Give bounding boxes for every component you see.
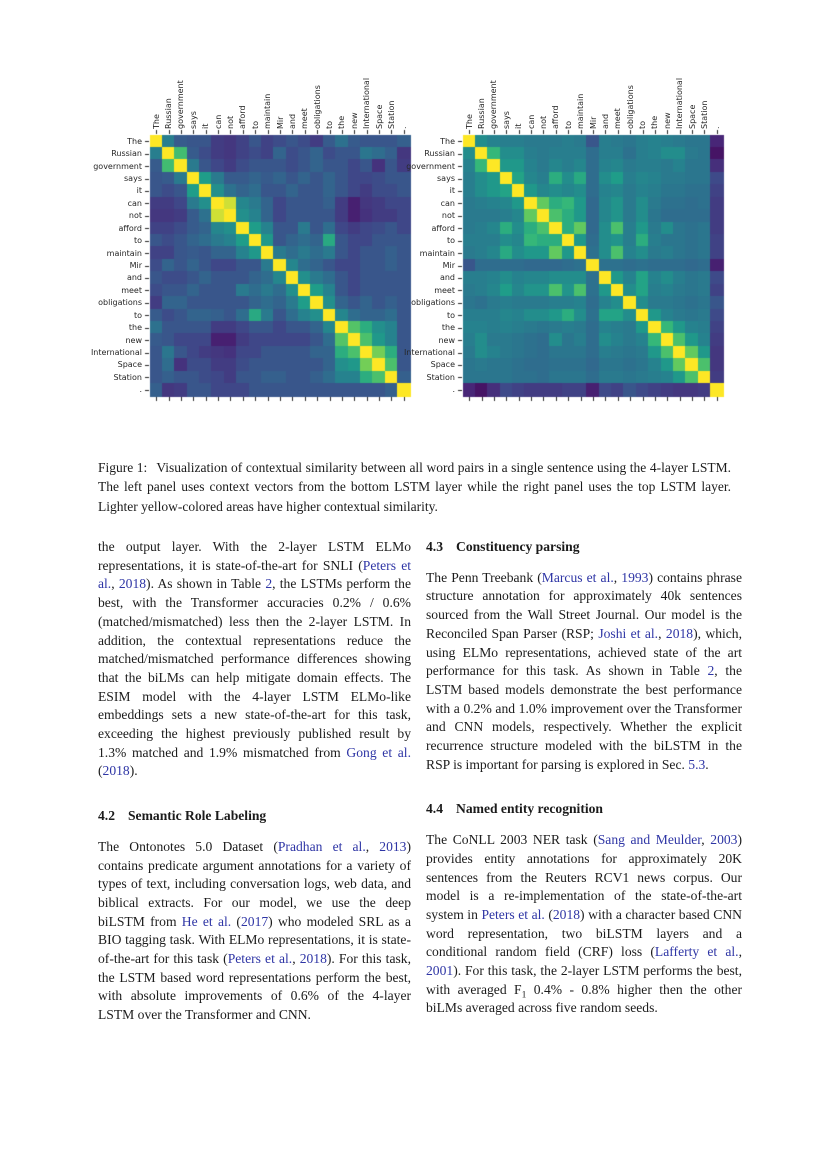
heatmap-row-label: Russian xyxy=(111,149,142,159)
heatmap-row-label: new xyxy=(125,335,142,345)
heatmap-row-label: can xyxy=(127,198,142,208)
heatmap-col-label: Space xyxy=(374,104,384,129)
heatmap-col-label: says xyxy=(188,111,198,129)
heatmap-col-label: says xyxy=(501,111,511,129)
heatmap-col-label: International xyxy=(675,77,685,129)
heatmap-row-label: can xyxy=(440,198,455,208)
section-heading-4-4 xyxy=(426,800,742,819)
figure-caption xyxy=(98,458,731,516)
heatmap-row-label: to xyxy=(133,310,142,320)
citation-link[interactable]: Sang and Meulder xyxy=(597,832,702,848)
similarity-heatmap-bottom-layer xyxy=(142,127,418,404)
heatmap-col-label: Mir xyxy=(275,116,285,129)
heatmap-row-label: Space xyxy=(430,360,455,370)
heatmap-row-label: Station xyxy=(113,372,142,382)
heatmap-row-label: International xyxy=(403,348,455,357)
heatmap-col-label: meet xyxy=(300,108,310,129)
heatmap-col-label: to xyxy=(250,120,260,129)
heatmap-row-label: government xyxy=(406,161,455,171)
figure-caption-label: Figure 1: xyxy=(98,460,148,475)
citation-link[interactable]: Peters et al. xyxy=(227,951,293,967)
heatmap-col-label: afford xyxy=(238,105,248,129)
heatmap-col-label: Russian xyxy=(477,98,487,129)
citation-link[interactable]: Peters et al. xyxy=(98,557,411,592)
heatmap-row-label: to xyxy=(446,310,455,320)
citation-link[interactable]: Pradhan et al. xyxy=(277,838,366,854)
section-title: Semantic Role Labeling xyxy=(128,808,267,824)
paragraph-parsing xyxy=(426,569,742,775)
citation-link[interactable]: 2 xyxy=(265,576,273,592)
heatmap-row-label: says xyxy=(124,174,142,183)
heatmap-col-label: obligations xyxy=(625,85,635,129)
body-text: , xyxy=(701,832,711,848)
heatmap-col-label: The xyxy=(151,114,161,129)
body-text: ). For this task, the LSTM based word representations perform the best, with absolute improvements of 0.6% of the 4-layer LSTM over the Transformer and CNN. xyxy=(98,951,411,1023)
citation-link[interactable]: 2013 xyxy=(379,838,407,854)
subscript: 1 xyxy=(521,990,527,1001)
heatmap-col-label: not xyxy=(225,115,235,129)
heatmap-col-label: Station xyxy=(386,100,396,129)
heatmap-col-label: and xyxy=(600,113,610,129)
heatmap-row-label: maintain xyxy=(419,248,455,258)
heatmap-row-label: not xyxy=(128,211,142,221)
body-text: the output layer. With the 2-layer LSTM ELMo representations, it is state-of-the-art for SNLI ( xyxy=(98,539,411,573)
heatmap-row-label: and xyxy=(126,273,142,283)
heatmap-col-label: to xyxy=(638,120,648,129)
body-text: ), which, using ELMo representations, achieved state of the art performance for this task. As shown in Table xyxy=(426,625,743,679)
heatmap-row-label: says xyxy=(437,174,455,183)
heatmap-row-label: new xyxy=(438,335,455,345)
body-text: ) contains predicate argument annotations for a variety of types of text, including conversation logs, web data, and biblical extracts. For our model, we use the deep biLSTM from xyxy=(98,838,411,929)
body-text: . xyxy=(705,756,709,772)
body-text: ) contains phrase structure annotation for approximately 40k sentences sourced from the Wall Street Journal. Our model is the Reconciled Span Parser (RSP; xyxy=(426,569,742,641)
citation-link[interactable]: Peters et al. xyxy=(481,906,545,922)
body-text: The CoNLL 2003 NER task ( xyxy=(426,832,598,848)
citation-link[interactable]: Marcus et al. xyxy=(541,569,614,585)
right-column xyxy=(426,538,742,1018)
citation-link[interactable]: 2003 xyxy=(710,832,738,848)
body-text: , xyxy=(658,625,666,641)
heatmap-row-label: International xyxy=(90,348,142,357)
heatmap-col-label: it xyxy=(201,123,211,129)
body-text: ). xyxy=(129,763,138,779)
heatmap-row-label: Station xyxy=(426,372,455,382)
heatmap-col-label: Space xyxy=(687,104,697,129)
citation-link[interactable]: 2018 xyxy=(118,576,147,592)
heatmap-row-label: maintain xyxy=(106,248,142,258)
paragraph-srl xyxy=(98,838,411,1025)
heatmap-col-label: new xyxy=(662,112,672,129)
heatmap-row-label: The xyxy=(440,136,455,146)
heatmap-col-label: meet xyxy=(613,108,623,129)
citation-link[interactable]: 2001 xyxy=(426,963,454,979)
heatmap-col-label: afford xyxy=(551,105,561,129)
heatmap-col-label: Mir xyxy=(588,116,598,129)
heatmap-col-label: government xyxy=(176,80,186,129)
left-column xyxy=(98,538,411,1025)
heatmap-row-label: Mir xyxy=(442,261,455,270)
citation-link[interactable]: 2018 xyxy=(552,906,581,922)
citation-link[interactable]: He et al. xyxy=(181,913,232,929)
body-text: The Penn Treebank ( xyxy=(426,569,542,585)
body-text: ) provides entity annotations for approximately 20K sentences from the Reuters RCV1 news corpus. Our model is a re-implementation of the state-of-the-art system in xyxy=(426,832,742,922)
heatmap-col-label: the xyxy=(650,115,660,129)
citation-link[interactable]: Lafferty et al. xyxy=(654,944,739,960)
body-text: ( xyxy=(544,906,553,922)
heatmap-row-label: Space xyxy=(117,360,142,370)
heatmap-row-label: the xyxy=(128,323,142,333)
citation-link[interactable]: 1993 xyxy=(621,569,649,585)
heatmap-col-label: maintain xyxy=(263,93,273,129)
body-text: , xyxy=(738,944,742,960)
figure-caption-text: Visualization of contextual similarity between all word pairs in a single sentence using the 4-layer LSTM. The left panel uses context vectors from the bottom LSTM layer while the right panel uses the top LSTM layer. Lighter yellow-colored areas have higher contextual similarity. xyxy=(98,460,731,514)
heatmap-row-label: and xyxy=(439,273,455,283)
heatmap-row-label: Mir xyxy=(129,261,142,270)
body-text: , the LSTMs perform the best, with the Transformer accuracies 0.2% / 0.6% (matched/mismatched) less then the 2-layer LSTM. In addition, the contextual representations reduce the matched/mismatched performance differences showing that the biLMs can help mitigate domain effects. The ESIM model with the 4-layer LSTM ELMo-like embeddings sets a new state-of-the-art for this task, exceeding the highest previously published result by 1.3% matched and 1.9% mismatched from xyxy=(98,576,411,760)
body-text: 0.4% - 0.8% higher then the other biLMs averaged across five random seeds. xyxy=(426,981,743,1016)
section-heading-4-2 xyxy=(98,807,411,826)
section-heading-4-3 xyxy=(426,538,742,557)
heatmap-row-label: . xyxy=(139,385,142,395)
heatmap-row-label: meet xyxy=(434,285,455,295)
body-text: ) who modeled SRL as a BIO tagging task. With ELMo representations, it is state-of-the-art for this task ( xyxy=(98,913,411,967)
heatmap-col-label: . xyxy=(712,126,722,129)
heatmap-row-label: meet xyxy=(121,285,142,295)
section-number: 4.2 xyxy=(98,808,115,824)
body-text: ( xyxy=(98,763,103,779)
citation-link[interactable]: 2018 xyxy=(665,625,694,641)
heatmap-col-label: International xyxy=(362,77,372,129)
heatmap-row-label: afford xyxy=(431,223,455,233)
heatmap-row-label: the xyxy=(441,323,455,333)
citation-link[interactable]: Joshi et al. xyxy=(598,625,659,641)
body-text: , xyxy=(111,576,119,592)
heatmap-row-label: obligations xyxy=(411,298,455,308)
section-number: 4.4 xyxy=(426,801,443,817)
body-text: , xyxy=(292,951,300,967)
heatmap-col-label: obligations xyxy=(312,85,322,129)
heatmap-col-label: maintain xyxy=(576,93,586,129)
citation-link[interactable]: Gong et al. xyxy=(346,744,411,760)
heatmap-row-label: . xyxy=(452,385,455,395)
paragraph-snli-continuation xyxy=(98,538,411,781)
heatmap-col-label: new xyxy=(349,112,359,129)
body-text: , xyxy=(613,569,622,585)
body-text: ( xyxy=(231,913,241,929)
heatmap-col-label: can xyxy=(213,114,223,129)
heatmap-col-label: to xyxy=(563,120,573,129)
body-text: The Ontonotes 5.0 Dataset ( xyxy=(98,838,278,854)
heatmap-col-label: it xyxy=(514,123,524,129)
section-title: Constituency parsing xyxy=(456,539,580,554)
heatmap-row-label: not xyxy=(441,211,455,221)
heatmap-row-label: Russian xyxy=(424,149,455,159)
heatmap-col-label: and xyxy=(287,113,297,129)
figure-1 xyxy=(0,0,827,440)
section-title: Named entity recognition xyxy=(456,801,603,817)
heatmap-col-label: Station xyxy=(699,100,709,129)
heatmap-col-label: Russian xyxy=(164,98,174,129)
heatmap-col-label: to xyxy=(325,120,335,129)
citation-link[interactable]: 2017 xyxy=(240,913,269,929)
body-text: ). As shown in Table xyxy=(146,576,266,592)
heatmap-row-label: afford xyxy=(118,223,142,233)
section-number: 4.3 xyxy=(426,539,443,554)
body-text: , the LSTM based models demonstrate the best performance with a 0.2% and 1.0% improvement over the Transformer and CNN models, respectively. Whether the explicit recurrence structure modeled with the biLSTM in the RSP is important for parsing is explored in Sec. xyxy=(426,663,742,772)
heatmap-col-label: The xyxy=(464,114,474,129)
heatmap-row-label: it xyxy=(449,186,455,196)
similarity-heatmap-top-layer xyxy=(455,127,731,404)
heatmap-col-label: government xyxy=(489,80,499,129)
citation-link[interactable]: 5.3 xyxy=(688,756,706,772)
heatmap-row-label: The xyxy=(127,136,142,146)
heatmap-col-label: not xyxy=(538,115,548,129)
heatmap-row-label: government xyxy=(93,161,142,171)
citation-link[interactable]: 2018 xyxy=(102,763,130,779)
heatmap-row-label: obligations xyxy=(98,298,142,308)
paragraph-ner xyxy=(426,831,742,1018)
citation-link[interactable]: 2 xyxy=(707,663,715,679)
body-text: ). For this task, the 2-layer LSTM performs the best, with averaged F xyxy=(426,963,742,997)
heatmap-col-label: the xyxy=(337,115,347,129)
heatmap-col-label: can xyxy=(526,114,536,129)
heatmap-row-label: to xyxy=(133,236,142,246)
citation-link[interactable]: 2018 xyxy=(299,951,327,967)
body-text: , xyxy=(365,838,380,854)
heatmap-col-label: . xyxy=(399,126,409,129)
heatmap-row-label: it xyxy=(136,186,142,196)
heatmap-row-label: to xyxy=(446,236,455,246)
body-text: ) with a character based CNN word representation, two biLSTM layers and a conditional random field (CRF) loss ( xyxy=(426,906,742,960)
